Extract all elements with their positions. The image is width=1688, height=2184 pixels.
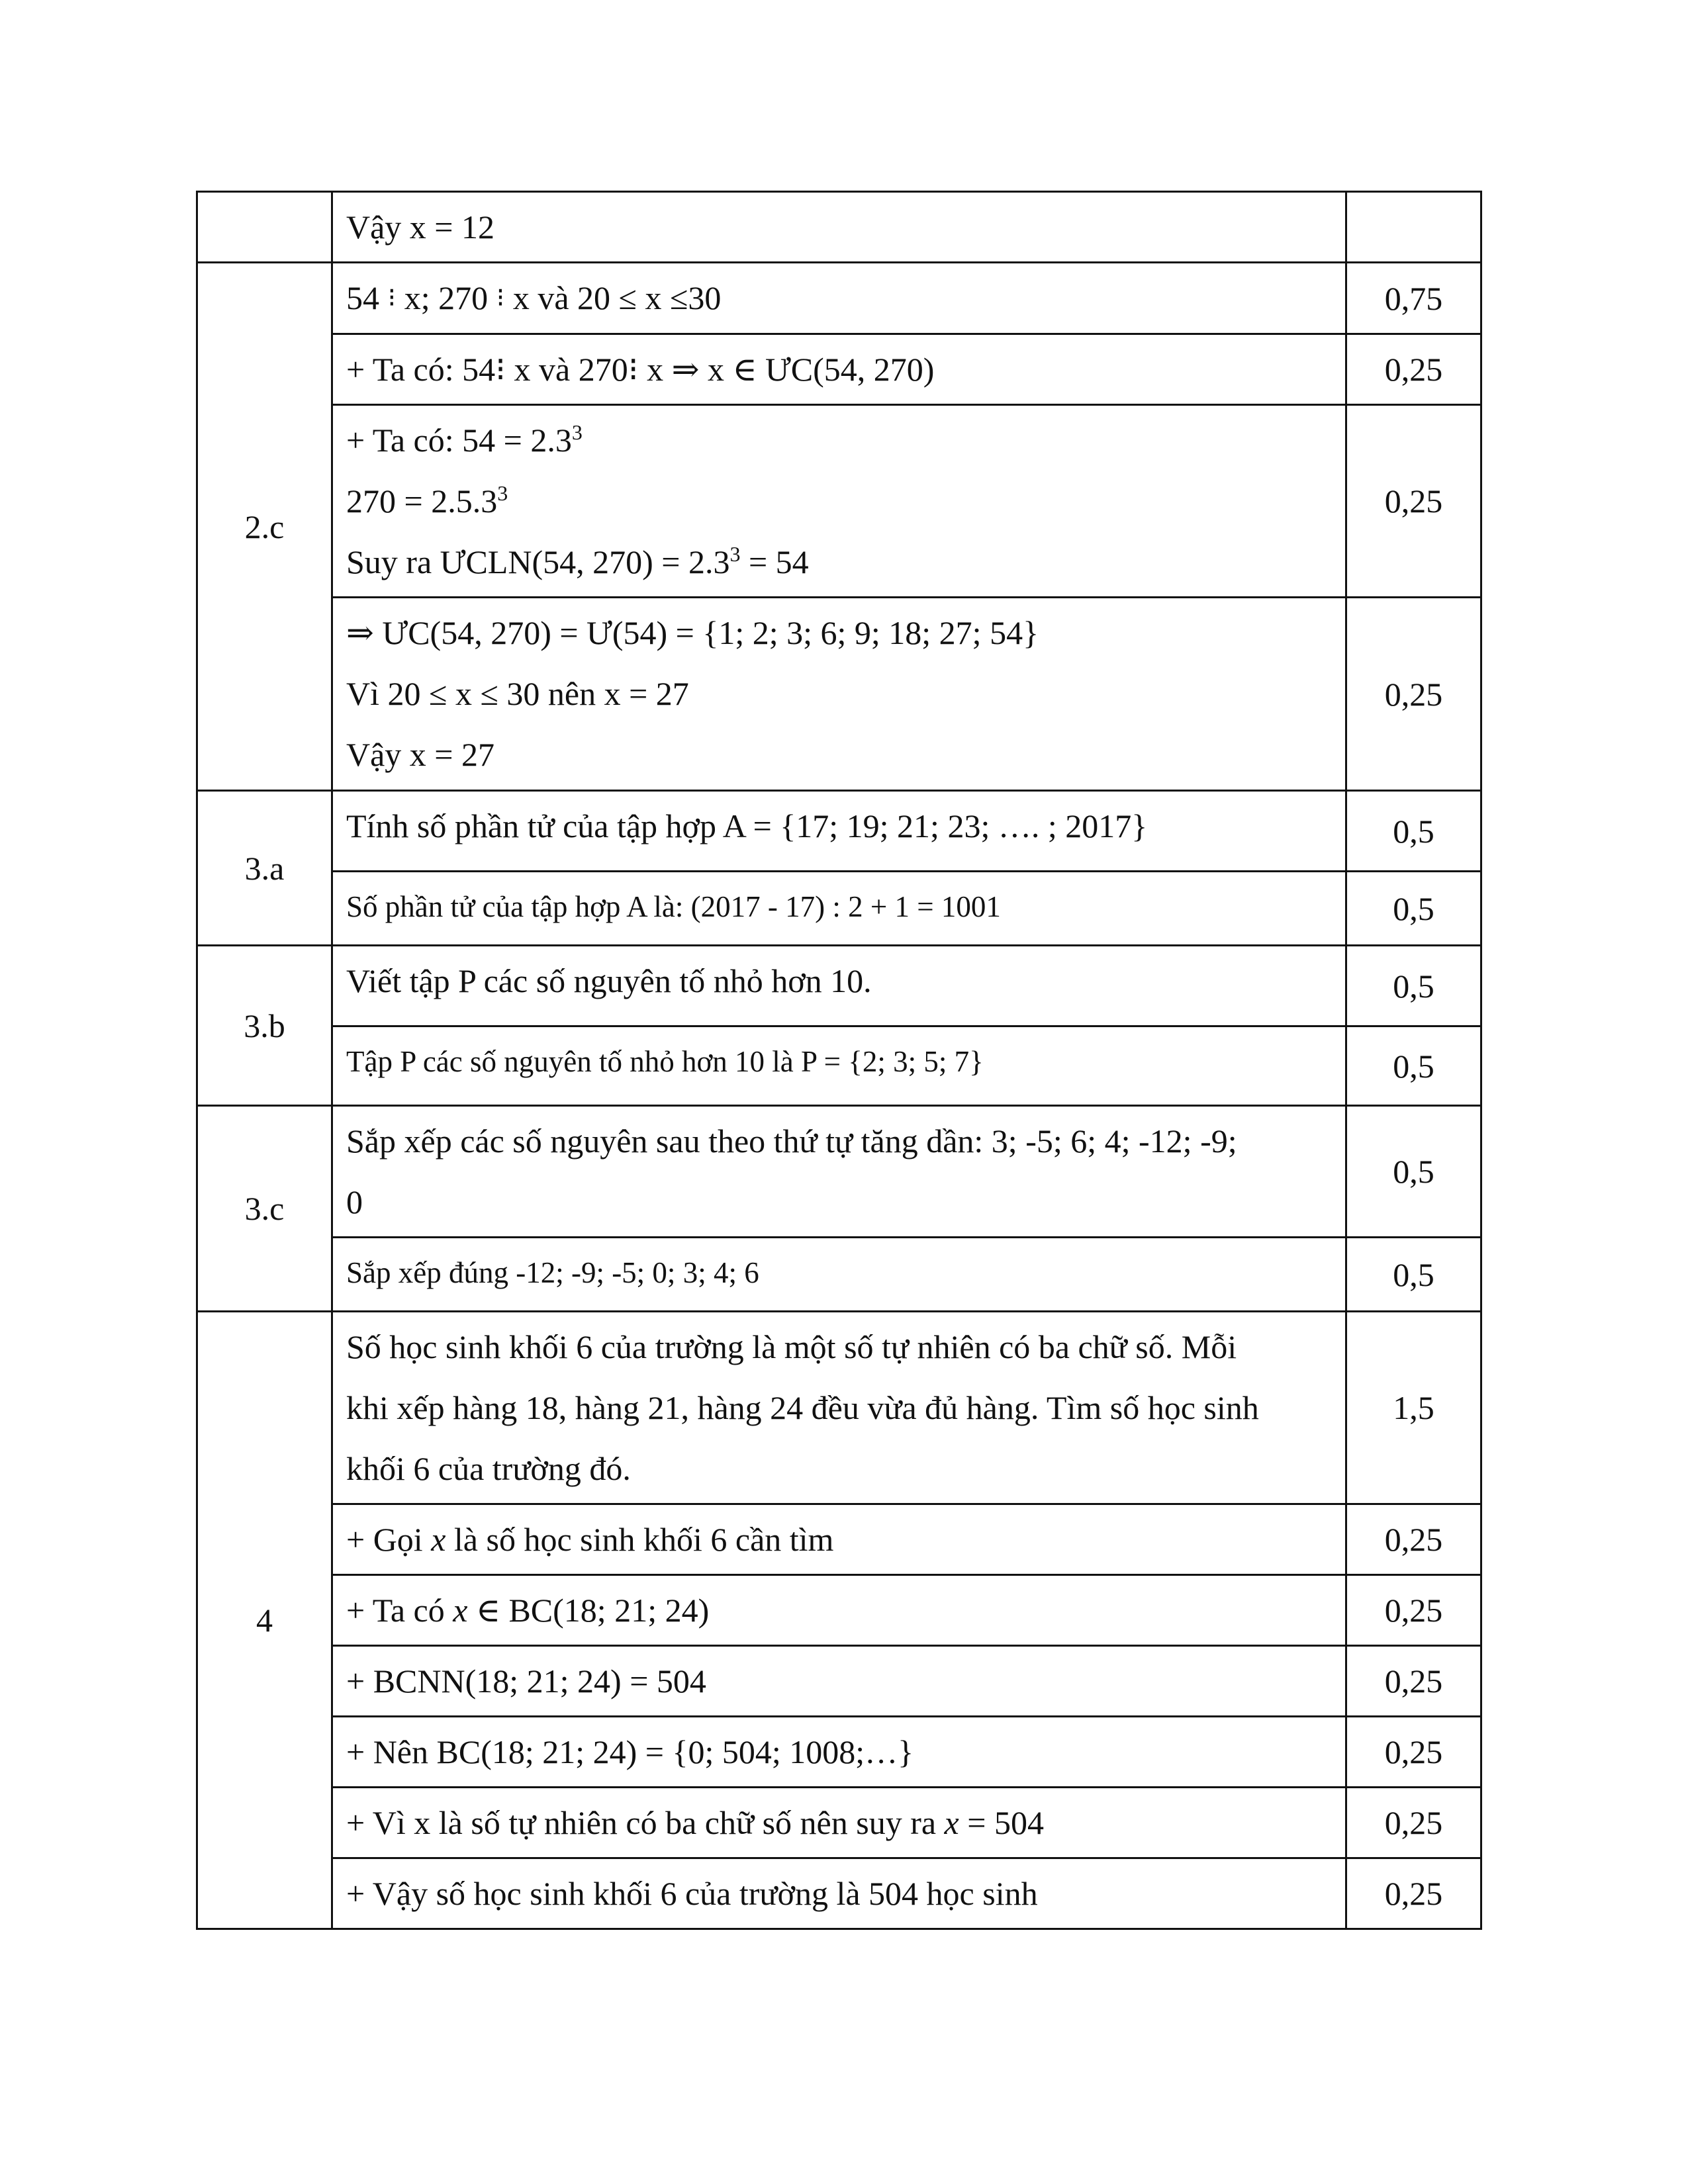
table-row <box>197 791 1481 872</box>
table-row <box>197 334 1481 405</box>
exponent: 3 <box>497 481 508 505</box>
text-part: = 54 <box>740 543 809 580</box>
text-part: = 504 <box>959 1804 1044 1841</box>
answer-content-cell <box>332 1106 1346 1238</box>
table-row <box>197 598 1481 791</box>
question-line: Sắp xếp các số nguyên sau theo thứ tự tăng dần: 3; -5; 6; 4; -12; -9; <box>346 1122 1237 1160</box>
answer-content-cell <box>332 872 1346 946</box>
text-part: ∈ BC(18; 21; 24) <box>467 1592 710 1629</box>
score-cell: 0,25 <box>1346 1858 1481 1929</box>
score-cell: 0,25 <box>1346 1646 1481 1717</box>
answer-content-cell <box>332 405 1346 598</box>
answer-text <box>346 267 1331 328</box>
question-label-4: 4 <box>197 1312 332 1929</box>
answer-content-cell <box>332 946 1346 1026</box>
score-cell: 0,25 <box>1346 598 1481 791</box>
text-part: + Ta có <box>346 1592 453 1629</box>
answer-text: + BCNN(18; 21; 24) = 504 <box>346 1662 706 1700</box>
question-label-2c: 2.c <box>197 263 332 791</box>
text-part: x và 20 ≤ x ≤30 <box>512 279 722 316</box>
question-text: Tính số phần tử của tập hợp A = {17; 19; 21; 23; …. ; 2017} <box>346 807 1148 844</box>
divides-symbol: ⁝ <box>387 283 397 312</box>
table-row <box>197 1106 1481 1238</box>
answer-line: Vậy x = 27 <box>346 736 494 773</box>
question-label-cell <box>197 192 332 263</box>
answer-text <box>346 1509 1331 1570</box>
answer-content-cell <box>332 598 1346 791</box>
question-label-3a: 3.a <box>197 791 332 946</box>
answer-text: Sắp xếp đúng -12; -9; -5; 0; 3; 4; 6 <box>346 1256 759 1289</box>
answer-content-cell <box>332 263 1346 334</box>
exponent: 3 <box>571 420 583 444</box>
answer-content-cell <box>332 1717 1346 1788</box>
text-part: + Ta có: 54 = 2.3 <box>346 422 572 459</box>
answer-text: + Nên BC(18; 21; 24) = {0; 504; 1008;…} <box>346 1733 914 1770</box>
text-part: là số học sinh khối 6 cần tìm <box>445 1521 834 1558</box>
question-line: Số học sinh khối 6 của trường là một số tự nhiên có ba chữ số. Mỗi <box>346 1328 1237 1365</box>
table-row <box>197 1238 1481 1312</box>
table-row <box>197 1312 1481 1504</box>
answer-line: ⇒ ƯC(54, 270) = Ư(54) = {1; 2; 3; 6; 9; 18; 27; 54} <box>346 614 1039 651</box>
divides-symbol: ⁝ <box>496 283 505 312</box>
question-line: khi xếp hàng 18, hàng 21, hàng 24 đều vừa đủ hàng. Tìm số học sinh <box>346 1389 1259 1426</box>
answer-content-cell <box>332 1504 1346 1575</box>
score-cell: 0,25 <box>1346 1788 1481 1858</box>
text-part: + Gọi <box>346 1521 432 1558</box>
score-cell: 0,5 <box>1346 1106 1481 1238</box>
question-line: 0 <box>346 1183 363 1220</box>
answer-line <box>346 531 1331 592</box>
exponent: 3 <box>729 542 741 566</box>
score-cell: 0,5 <box>1346 1238 1481 1312</box>
score-cell: 0,25 <box>1346 1504 1481 1575</box>
table-row <box>197 263 1481 334</box>
answer-content-cell <box>332 1238 1346 1312</box>
table-row <box>197 1504 1481 1575</box>
answer-text: Số phần tử của tập hợp A là: (2017 - 17) : 2 + 1 = 1001 <box>346 890 1001 923</box>
answer-line <box>346 471 1331 531</box>
grading-table <box>196 191 1482 1930</box>
score-cell: 0,75 <box>1346 263 1481 334</box>
question-label-3c: 3.c <box>197 1106 332 1312</box>
answer-content-cell <box>332 1575 1346 1646</box>
score-cell: 0,25 <box>1346 405 1481 598</box>
answer-line: Vì 20 ≤ x ≤ 30 nên x = 27 <box>346 675 689 712</box>
answer-content-cell <box>332 791 1346 872</box>
text-part: Suy ra ƯCLN(54, 270) = 2.3 <box>346 543 730 580</box>
table-row <box>197 872 1481 946</box>
table-row <box>197 1575 1481 1646</box>
variable: x <box>944 1804 959 1841</box>
table-row <box>197 405 1481 598</box>
question-line: khối 6 của trường đó. <box>346 1450 631 1487</box>
score-cell <box>1346 192 1481 263</box>
table-row <box>197 192 1481 263</box>
score-cell: 0,5 <box>1346 872 1481 946</box>
score-cell: 0,25 <box>1346 334 1481 405</box>
score-cell: 0,5 <box>1346 791 1481 872</box>
text-part: 54 <box>346 279 379 316</box>
answer-text: Tập P các số nguyên tố nhỏ hơn 10 là P = {2; 3; 5; 7} <box>346 1045 984 1078</box>
text-part: + Vì x là số tự nhiên có ba chữ số nên suy ra <box>346 1804 945 1841</box>
score-cell: 0,5 <box>1346 946 1481 1026</box>
text-part: 270 = 2.5.3 <box>346 482 498 520</box>
variable: x <box>431 1521 446 1558</box>
answer-text: + Ta có: 54⁝ x và 270⁝ x ⇒ x ∈ ƯC(54, 270) <box>346 351 935 388</box>
variable: x <box>453 1592 468 1629</box>
answer-text <box>346 1792 1331 1853</box>
answer-content-cell <box>332 192 1346 263</box>
question-label-3b: 3.b <box>197 946 332 1106</box>
answer-line <box>346 410 1331 471</box>
score-cell: 0,25 <box>1346 1717 1481 1788</box>
table-row <box>197 1858 1481 1929</box>
answer-text: + Vậy số học sinh khối 6 của trường là 504 học sinh <box>346 1875 1038 1912</box>
text-part: x; 270 <box>404 279 489 316</box>
question-text: Viết tập P các số nguyên tố nhỏ hơn 10. <box>346 962 872 999</box>
table-row <box>197 1026 1481 1106</box>
table-row <box>197 1788 1481 1858</box>
answer-content-cell <box>332 1858 1346 1929</box>
table-row <box>197 946 1481 1026</box>
table-row <box>197 1717 1481 1788</box>
score-cell: 1,5 <box>1346 1312 1481 1504</box>
score-cell: 0,25 <box>1346 1575 1481 1646</box>
answer-text <box>346 1580 1331 1641</box>
answer-content-cell <box>332 334 1346 405</box>
answer-text: Vậy x = 12 <box>346 208 494 246</box>
answer-content-cell <box>332 1788 1346 1858</box>
score-cell: 0,5 <box>1346 1026 1481 1106</box>
answer-content-cell <box>332 1026 1346 1106</box>
table-row <box>197 1646 1481 1717</box>
answer-content-cell <box>332 1646 1346 1717</box>
answer-content-cell <box>332 1312 1346 1504</box>
